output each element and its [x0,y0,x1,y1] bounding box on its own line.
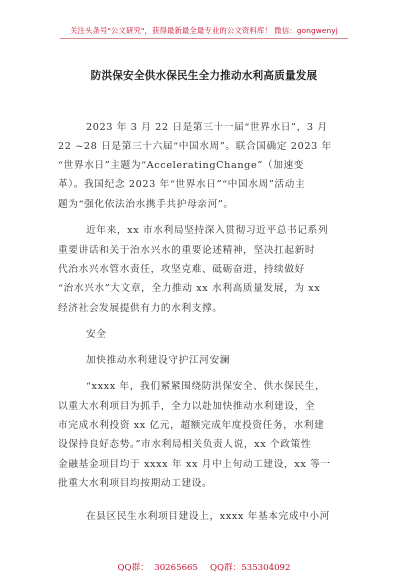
section-heading: 安全 [86,329,107,340]
body-line: 在县区民生水利项目建设上，xxxx 年基本完成中小河 [86,511,330,522]
body-line: “世界水日”主题为“AcceleratingChange”（加速变 [58,160,305,171]
body-line: 题为“强化依法治水携手共护母亲河”。 [58,199,234,210]
body-line: “治水兴水”大文章，全力推动 xx 水利高质量发展，为 xx [58,283,321,294]
body-line: 经济社会发展提供有力的水利支撑。 [58,303,223,314]
body-line: 市完成水利投资 xx 亿元，超额完成年度投资任务，水利建 [58,420,325,431]
body-line: 金融基金项目均于 xxxx 年 xx 月中上旬动工建设，xx 等一 [58,459,331,470]
body-line: 革）。我国纪念 2023 年“世界水日”“中国水周”活动主 [58,179,306,190]
body-line: 重要讲话和关于治水兴水的重要论述精神，坚决扛起新时 [58,245,316,256]
body-line: 设保持良好态势。”市水利局相关负责人说，xx 个政策性 [58,439,312,450]
body-line: “xxxx 年，我们紧紧围绕防洪保安全、供水保民生， [86,381,326,392]
qq-group-2: QQ群：535304092 [209,563,291,573]
header-divider [60,38,348,39]
contact-footer [0,561,408,573]
body-line: 22 ~28 日是第三十六届“中国水周”。联合国确定 2023 年 [58,141,332,152]
body-line: 以重大水利项目为抓手，全力以赴加快推动水利建设，全 [58,401,316,412]
body-line: 批重大水利项目均按期动工建设。 [58,478,213,489]
qq-group-1: QQ群： 30265665 [117,563,198,573]
body-line: 代治水兴水管水责任，攻坚克难、砥砺奋进，持续做好 [58,264,305,275]
document-title: 防洪保安全供水保民生全力推动水利高质量发展 [90,70,318,82]
subsection-heading: 加快推动水利建设守护江河安澜 [86,355,231,366]
body-line: 近年来，xx 市水利局坚持深入贯彻习近平总书记系列 [86,225,329,236]
promo-header: 关注头条号"公文研究"，获得最新最全最专业的公文资料库！ 微信：gongwenyj [70,26,338,35]
body-line: 2023 年 3 月 22 日是第三十一届“世界水日”，3 月 [86,122,328,133]
